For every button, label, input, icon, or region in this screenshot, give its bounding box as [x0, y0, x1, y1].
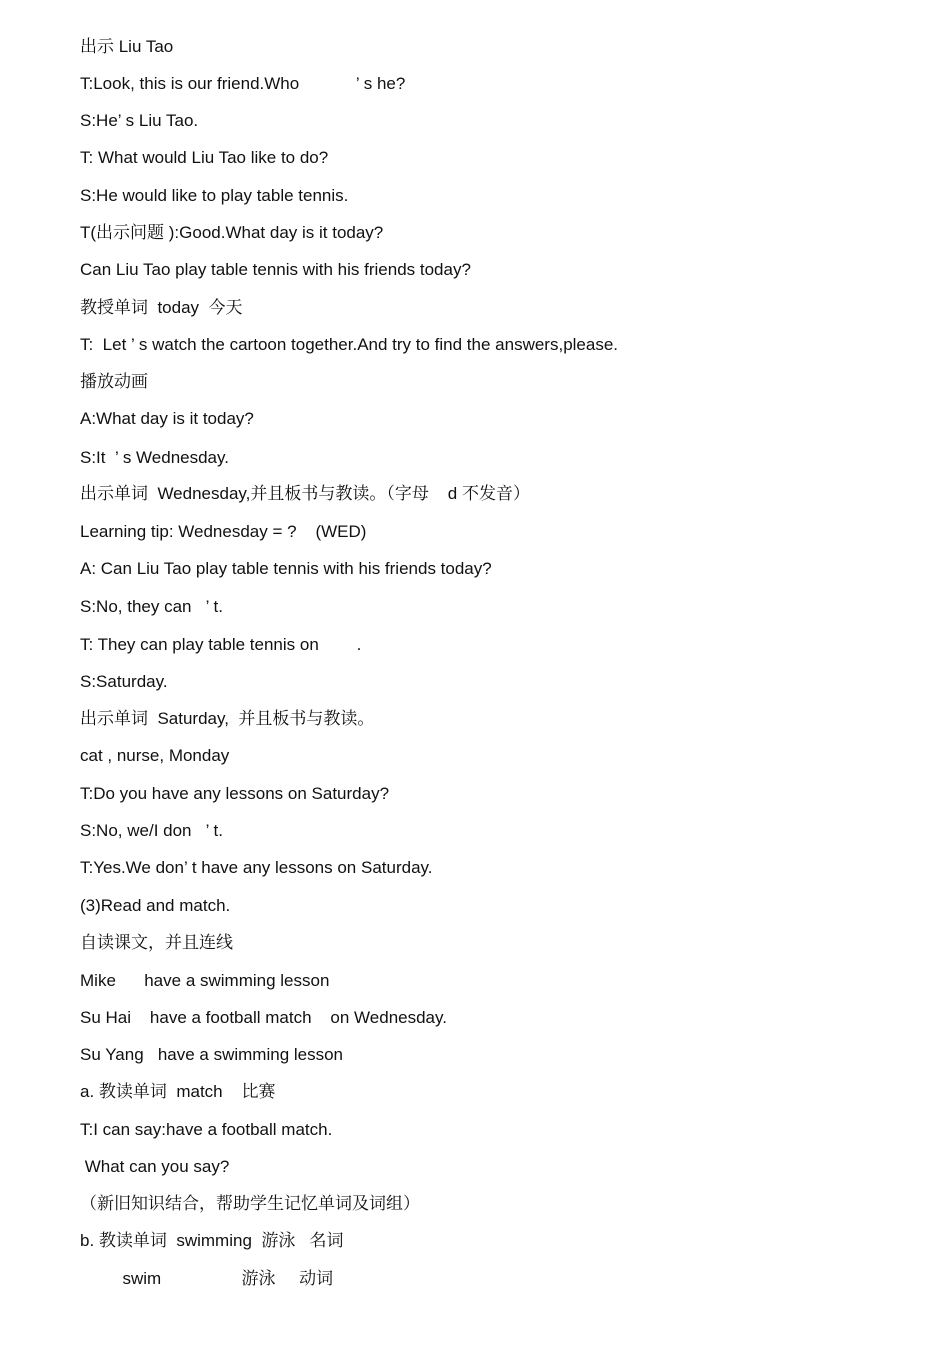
text-line: T:Do you have any lessons on Saturday? — [80, 784, 390, 803]
text-line: Su Yang have a swimming lesson — [80, 1045, 344, 1064]
text-line: S:Saturday. — [80, 672, 168, 691]
text-line: S:He’ s Liu Tao. — [80, 111, 199, 130]
text-line: S:No, we/I don ’ t. — [80, 821, 223, 840]
text-line: Mike have a swimming lesson — [80, 971, 330, 990]
text-line: A: Can Liu Tao play table tennis with his friends today? — [80, 559, 492, 578]
text-line: 播放动画 — [80, 372, 148, 391]
text-line: T:Yes.We don’ t have any lessons on Saturday. — [80, 858, 433, 877]
text-line: A:What day is it today? — [80, 409, 254, 428]
text-line: 教授单词 today 今天 — [80, 298, 243, 317]
text-line: What can you say? — [80, 1157, 230, 1176]
text-line: b. 教读单词 swimming 游泳 名词 — [80, 1231, 344, 1250]
text-line: Can Liu Tao play table tennis with his friends today? — [80, 260, 471, 279]
text-line: T:Look, this is our friend.Who ’ s he? — [80, 74, 406, 93]
text-line: a. 教读单词 match 比赛 — [80, 1082, 276, 1101]
text-line: S:It ’ s Wednesday. — [80, 448, 229, 467]
text-line: S:He would like to play table tennis. — [80, 186, 349, 205]
text-line: (3)Read and match. — [80, 896, 231, 915]
text-line: Su Hai have a football match on Wednesday. — [80, 1008, 447, 1027]
text-line: T:I can say:have a football match. — [80, 1120, 333, 1139]
text-line: swim 游泳 动词 — [80, 1269, 334, 1288]
text-line: T: What would Liu Tao like to do? — [80, 148, 329, 167]
text-line: 出示单词 Wednesday,并且板书与教读。（字母 d 不发音） — [80, 484, 530, 503]
text-line: S:No, they can ’ t. — [80, 597, 223, 616]
text-line: （新旧知识结合，帮助学生记忆单词及词组） — [80, 1194, 420, 1213]
text-line: T: They can play table tennis on . — [80, 635, 362, 654]
text-line: 自读课文，并且连线 — [80, 933, 233, 952]
text-line: T: Let ’ s watch the cartoon together.And try to find the answers,please. — [80, 335, 619, 354]
text-line: T(出示问题 ):Good.What day is it today? — [80, 223, 384, 242]
text-line: 出示 Liu Tao — [80, 37, 174, 56]
text-line: cat , nurse, Monday — [80, 746, 230, 765]
text-line: 出示单词 Saturday, 并且板书与教读。 — [80, 709, 375, 728]
text-line: Learning tip: Wednesday = ? (WED) — [80, 522, 367, 541]
